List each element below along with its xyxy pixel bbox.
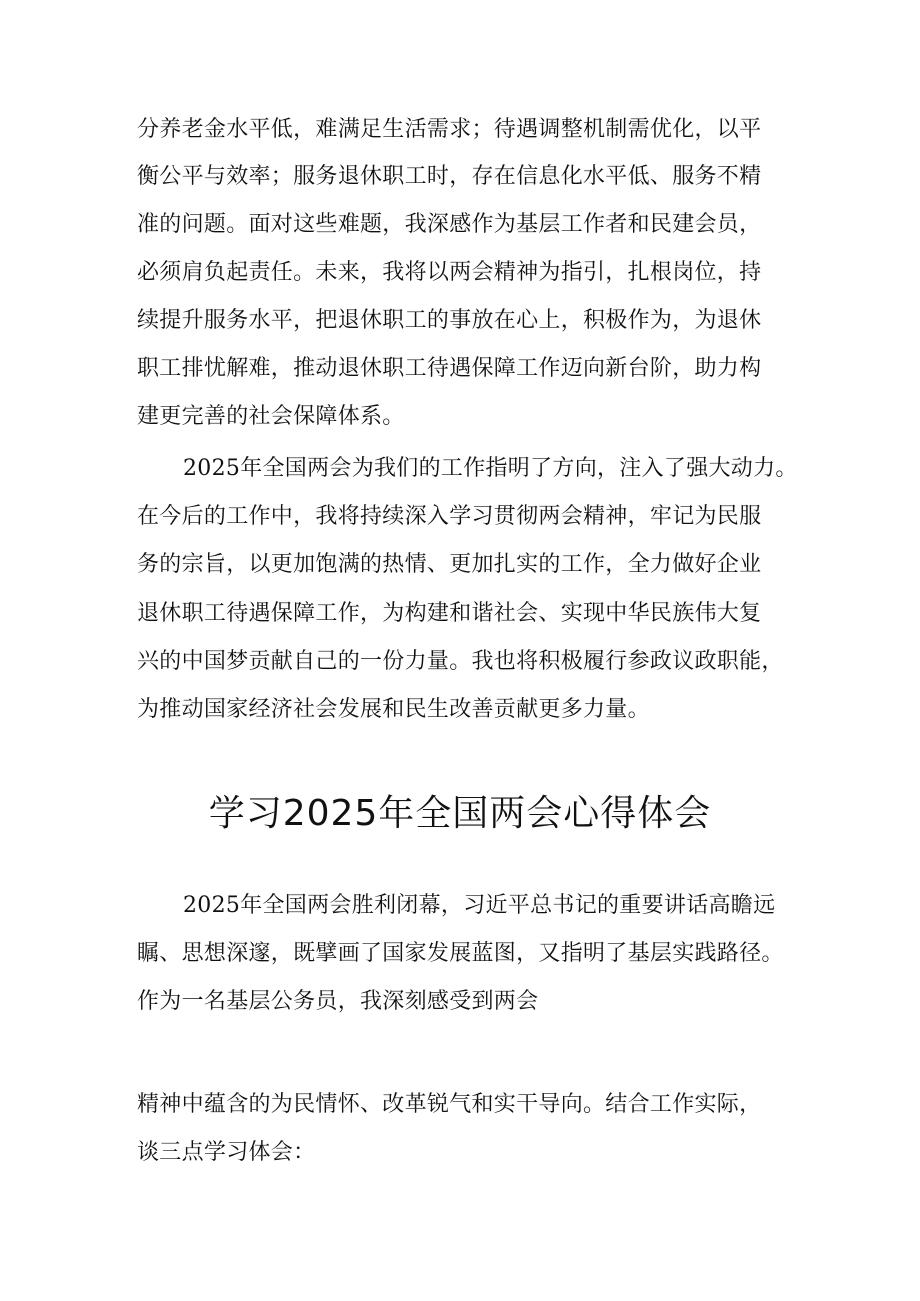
text-line: 2025年全国两会胜利闭幕，习近平总书记的重要讲话高瞻远	[183, 893, 776, 918]
text-line: 精神中蕴含的为民情怀、改革锐气和实干导向。结合工作实际，	[137, 1092, 762, 1117]
text-line: 谈三点学习体会：	[137, 1140, 316, 1165]
text-line: 在今后的工作中，我将持续深入学习贯彻两会精神，牢记为民服	[137, 504, 762, 529]
text-line: 退休职工待遇保障工作，为构建和谐社会、实现中华民族伟大复	[137, 601, 762, 626]
text-line: 为推动国家经济社会发展和民生改善贡献更多力量。	[137, 697, 650, 722]
text-line: 作为一名基层公务员，我深刻感受到两会	[137, 989, 539, 1014]
text-line: 准的问题。面对这些难题，我深感作为基层工作者和民建会员，	[137, 212, 762, 237]
text-line: 职工排忧解难，推动退休职工待遇保障工作迈向新台阶，助力构	[137, 356, 762, 381]
text-line: 续提升服务水平，把退休职工的事放在心上，积极作为，为退休	[137, 308, 762, 333]
text-line: 建更完善的社会保障体系。	[137, 404, 405, 429]
text-line: 兴的中国梦贡献自己的一份力量。我也将积极履行参政议政职能，	[137, 649, 784, 674]
text-line: 衡公平与效率；服务退休职工时，存在信息化水平低、服务不精	[137, 164, 762, 189]
text-line: 必须肩负起责任。未来，我将以两会精神为指引，扎根岗位，持	[137, 260, 762, 285]
document-title: 学习2025年全国两会心得体会	[208, 793, 712, 834]
text-line: 务的宗旨，以更加饱满的热情、更加扎实的工作，全力做好企业	[137, 552, 762, 577]
text-line: 瞩、思想深邃，既擘画了国家发展蓝图，又指明了基层实践路径。	[137, 941, 784, 966]
text-line: 2025年全国两会为我们的工作指明了方向，注入了强大动力。	[183, 456, 798, 481]
text-line: 分养老金水平低，难满足生活需求；待遇调整机制需优化，以平	[137, 117, 762, 142]
